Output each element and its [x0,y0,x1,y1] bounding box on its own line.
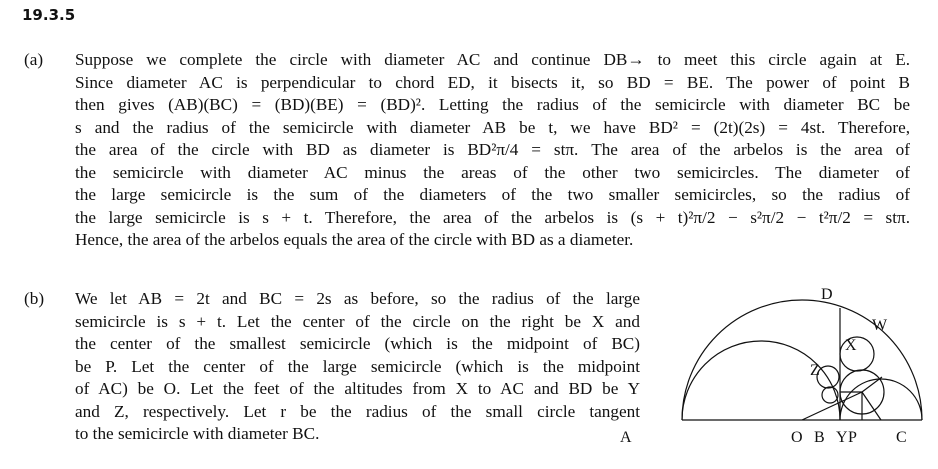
section-number: 19.3.5 [22,6,76,24]
part-b-line: of AC) be O. Let the feet of the altitudes from X to AC and BD be Y [75,379,640,398]
label-z: Z [810,362,820,379]
part-b-line: semicircle is s + t. Let the center of the circle on the right be X and [75,311,640,331]
part-a-line: the large semicircle is the sum of the diameters of the two smaller semicircles, so the radius of [75,185,910,204]
part-b-line: and Z, respectively. Let r be the radius of the small circle tangent [75,401,640,421]
label-y: Y [836,429,848,446]
label-x: X [845,337,857,354]
part-a-label: (a) [24,50,44,69]
label-o: O [791,429,803,446]
part-a-line: the area of the circle with BD as diameter is BD²π/4 = stπ. The area of the arbelos is the area of [75,140,910,159]
left-semicircle [682,341,840,420]
segment-ox [802,392,862,420]
part-b-label: (b) [24,289,45,308]
arbelos-figure [620,282,920,452]
label-p: P [848,429,857,446]
part-a-text [75,49,910,252]
part-b-line: to the semicircle with diameter BC. [75,424,320,443]
part-a-line: the large semicircle is s + t. Therefore, the area of the arbelos is (s + t)²π/2 − s²π/2 − t²π/2 = stπ. [75,207,910,227]
right-semicircle [840,379,922,420]
part-a-line: Suppose we complete the circle with diameter AC and continue DB→ to meet this circle again at E. [75,50,910,69]
part-a-line: the semicircle with diameter AC minus the areas of the other two semicircles. The diameter of [75,162,910,182]
part-a-line: then gives (AB)(BC) = (BD)(BE) = (BD)². Letting the radius of the semicircle with diameter BC be [75,95,910,114]
label-a: A [620,429,632,446]
segment-xw [862,377,882,392]
part-a-line: Hence, the area of the arbelos equals the area of the circle with BD as a diameter. [75,230,634,249]
part-a-line: Since diameter AC is perpendicular to chord ED, it bisects it, so BD = BE. The power of point B [75,72,910,92]
part-b-text [75,288,640,446]
label-b: B [814,429,825,446]
part-b-line: We let AB = 2t and BC = 2s as before, so the radius of the large [75,289,640,308]
label-c: C [896,429,907,446]
part-b-line: be P. Let the center of the large semicircle (which is the midpoint [75,356,640,376]
label-w: W [872,317,888,334]
segment-xp [862,392,881,420]
label-d: D [821,286,833,303]
part-a-line: s and the radius of the semicircle with diameter AB be t, we have BD² = (2t)(2s) = 4st. Therefore, [75,117,910,137]
part-b-line: the center of the smallest semicircle (which is the midpoint of BC) [75,334,640,353]
